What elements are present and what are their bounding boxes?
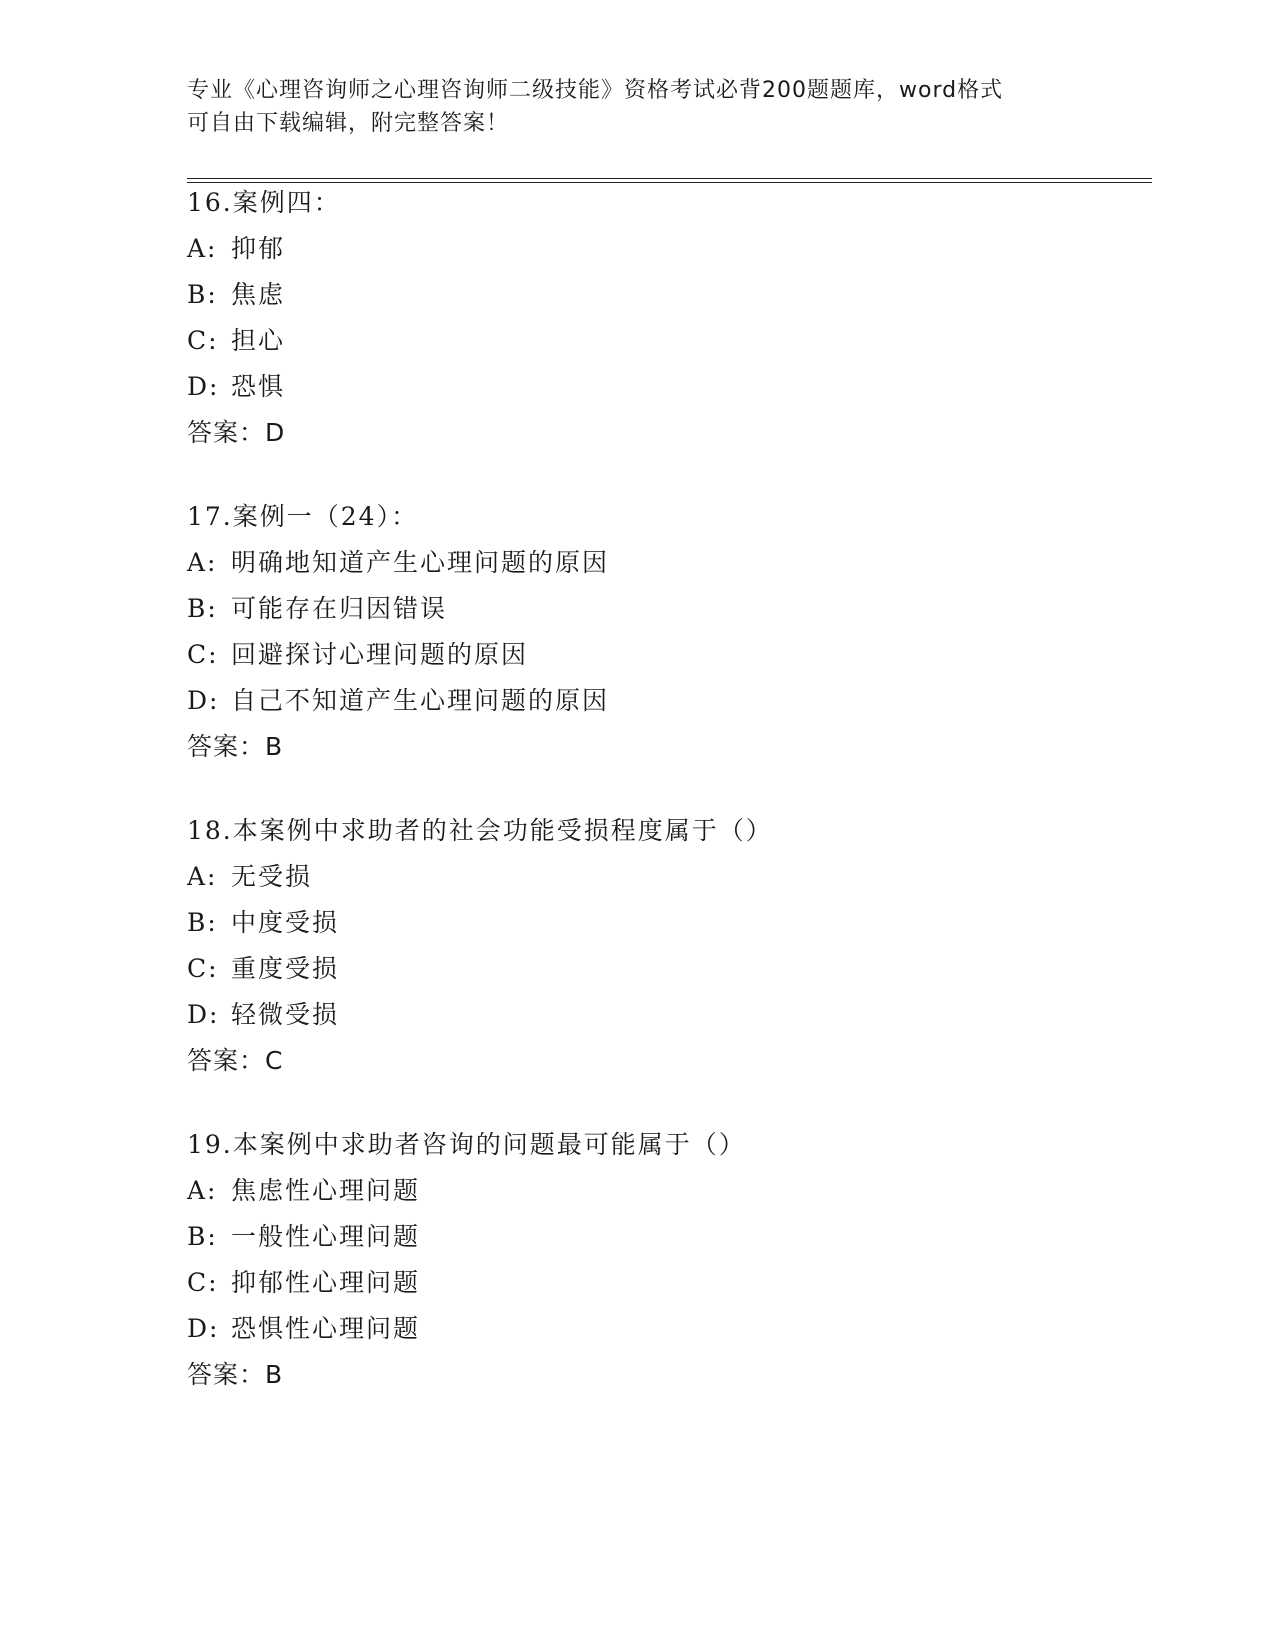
option-letter: A: [187, 1176, 218, 1205]
option-c [187, 632, 1147, 678]
option-a [187, 540, 1147, 586]
option-text: 担心 [231, 326, 286, 355]
option-text: 恐惧 [231, 372, 286, 401]
option-text: 可能存在归因错误 [231, 594, 448, 623]
question-block [187, 808, 1147, 1084]
option-letter: C: [187, 1268, 219, 1297]
option-letter: B: [187, 1222, 218, 1251]
option-text: 恐惧性心理问题 [231, 1314, 421, 1343]
answer-line: 答案：B [187, 1360, 284, 1389]
option-text: 无受损 [231, 862, 313, 891]
option-letter: C: [187, 326, 219, 355]
option-text: 重度受损 [231, 954, 340, 983]
option-letter: B: [187, 594, 218, 623]
option-text: 中度受损 [231, 908, 340, 937]
header-line-1: 专业《心理咨询师之心理咨询师二级技能》资格考试必背200题题库，word格式 [187, 78, 1004, 103]
option-text: 自己不知道产生心理问题的原因 [231, 686, 610, 715]
answer-line: 答案：D [187, 418, 286, 447]
option-text: 一般性心理问题 [231, 1222, 421, 1251]
question-title: 19.本案例中求助者咨询的问题最可能属于（） [187, 1130, 746, 1159]
option-b [187, 272, 1147, 318]
option-text: 抑郁 [231, 234, 286, 263]
option-a [187, 1168, 1147, 1214]
option-letter: D: [187, 1314, 220, 1343]
option-d [187, 992, 1147, 1038]
option-letter: C: [187, 640, 219, 669]
option-c [187, 1260, 1147, 1306]
option-a [187, 854, 1147, 900]
option-letter: A: [187, 548, 218, 577]
document-header [187, 74, 1087, 140]
option-b [187, 586, 1147, 632]
option-letter: B: [187, 280, 218, 309]
option-c [187, 946, 1147, 992]
option-letter: A: [187, 234, 218, 263]
answer-line: 答案：C [187, 1046, 284, 1075]
question-block [187, 494, 1147, 770]
option-text: 焦虑性心理问题 [231, 1176, 421, 1205]
option-letter: D: [187, 686, 220, 715]
option-b [187, 1214, 1147, 1260]
option-letter: A: [187, 862, 218, 891]
option-text: 焦虑 [231, 280, 286, 309]
header-line-2: 可自由下载编辑，附完整答案！ [187, 111, 510, 136]
option-letter: D: [187, 372, 220, 401]
option-d [187, 364, 1147, 410]
option-text: 明确地知道产生心理问题的原因 [231, 548, 610, 577]
option-a [187, 226, 1147, 272]
question-block [187, 1122, 1147, 1398]
header-divider-top [187, 178, 1152, 179]
option-text: 回避探讨心理问题的原因 [231, 640, 529, 669]
question-title: 16.案例四： [187, 188, 341, 217]
question-title: 17.案例一（24）： [187, 502, 419, 531]
option-letter: C: [187, 954, 219, 983]
option-b [187, 900, 1147, 946]
question-block [187, 180, 1147, 456]
question-title: 18.本案例中求助者的社会功能受损程度属于（） [187, 816, 773, 845]
option-text: 轻微受损 [231, 1000, 340, 1029]
option-text: 抑郁性心理问题 [231, 1268, 421, 1297]
answer-line: 答案：B [187, 732, 284, 761]
option-letter: D: [187, 1000, 220, 1029]
option-letter: B: [187, 908, 218, 937]
option-c [187, 318, 1147, 364]
option-d [187, 678, 1147, 724]
option-d [187, 1306, 1147, 1352]
